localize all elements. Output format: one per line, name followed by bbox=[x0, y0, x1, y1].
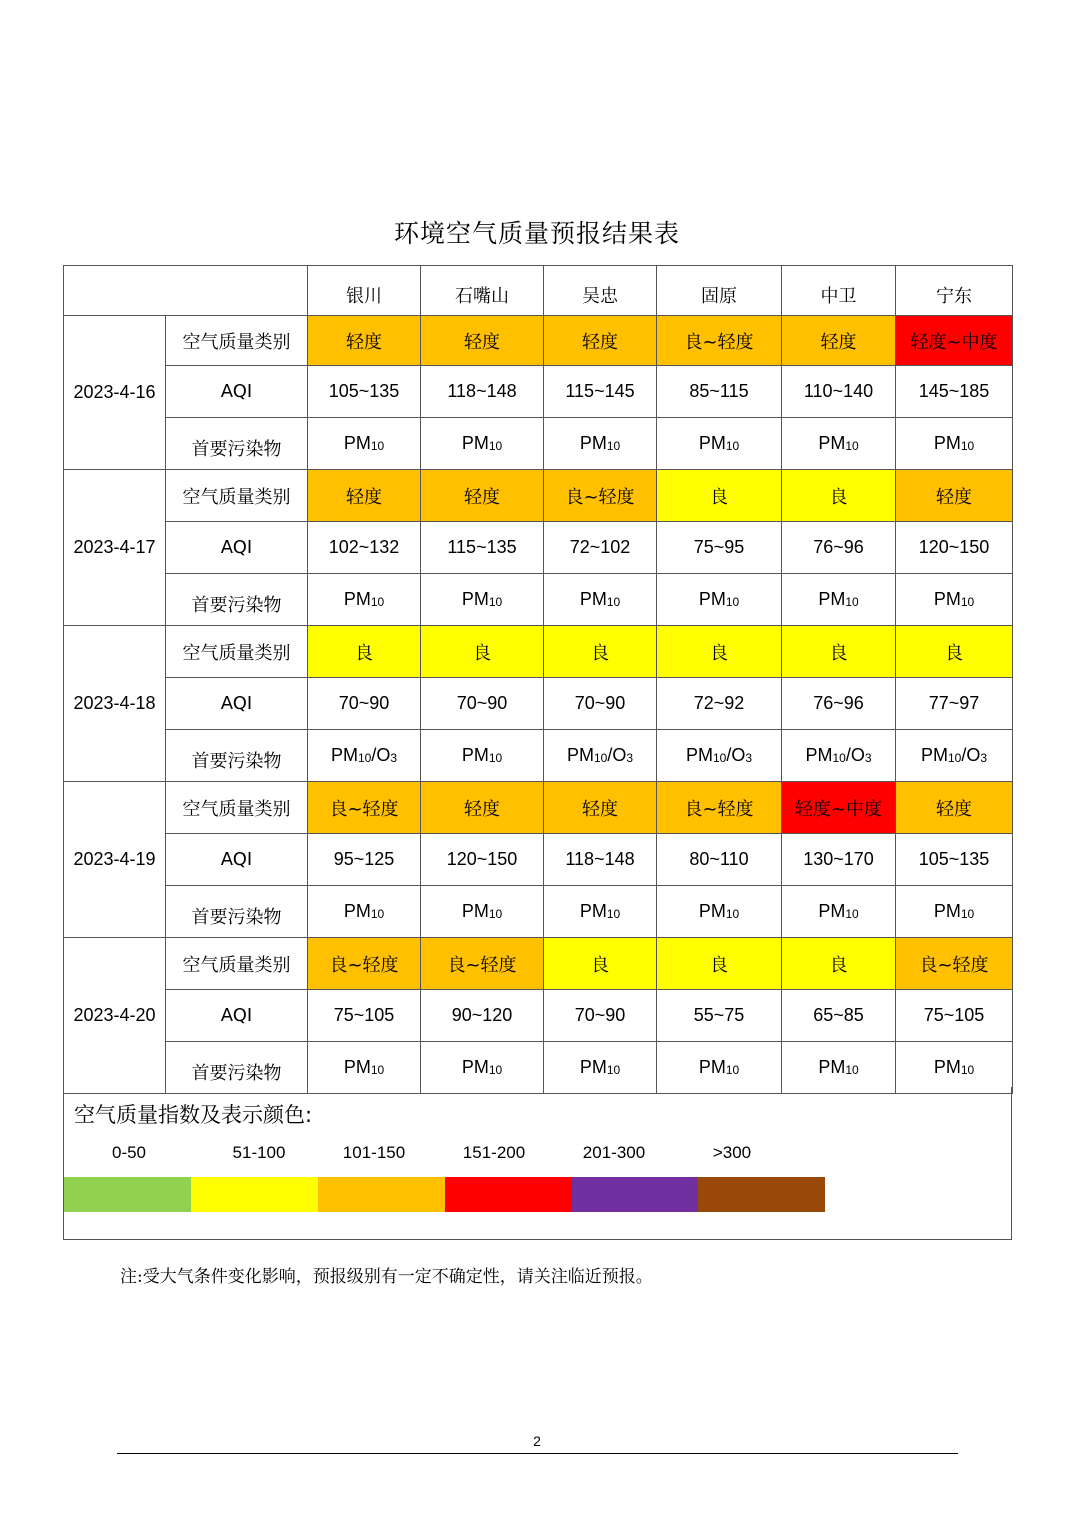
pollutant-cell: $PM_{10}/O_3$ bbox=[657, 730, 782, 782]
city-header: 吴忠 bbox=[544, 266, 657, 316]
aqi-cell: 120~150 bbox=[421, 834, 544, 886]
aqi-row bbox=[64, 834, 1013, 886]
category-row bbox=[64, 316, 1013, 366]
city-header: 宁东 bbox=[896, 266, 1013, 316]
city-header: 银川 bbox=[308, 266, 421, 316]
aqi-cell: 75~105 bbox=[896, 990, 1013, 1042]
aqi-cell: 70~90 bbox=[544, 678, 657, 730]
aqi-cell: 72~102 bbox=[544, 522, 657, 574]
category-cell: 轻度 bbox=[421, 470, 544, 522]
category-cell: 轻度 bbox=[308, 470, 421, 522]
aqi-cell: 105~135 bbox=[896, 834, 1013, 886]
legend-swatch-green bbox=[64, 1177, 191, 1212]
aqi-cell: 72~92 bbox=[657, 678, 782, 730]
category-cell: 良~轻度 bbox=[544, 470, 657, 522]
aqi-cell: 110~140 bbox=[782, 366, 896, 418]
aqi-cell: 75~95 bbox=[657, 522, 782, 574]
aqi-cell: 115~145 bbox=[544, 366, 657, 418]
pollutant-cell: $PM_{10}/O_3$ bbox=[308, 730, 421, 782]
aqi-cell: 102~132 bbox=[308, 522, 421, 574]
category-cell: 良 bbox=[544, 938, 657, 990]
pollutant-row bbox=[64, 574, 1013, 626]
category-row bbox=[64, 938, 1013, 990]
row-label-aqi: AQI bbox=[166, 522, 308, 574]
pollutant-cell: $PM_{10}$ bbox=[308, 574, 421, 626]
pollutant-cell: $PM_{10}$ bbox=[308, 1042, 421, 1094]
category-cell: 轻度 bbox=[782, 316, 896, 366]
category-row bbox=[64, 470, 1013, 522]
aqi-cell: 70~90 bbox=[421, 678, 544, 730]
aqi-cell: 115~135 bbox=[421, 522, 544, 574]
aqi-legend bbox=[63, 1087, 1012, 1240]
aqi-cell: 77~97 bbox=[896, 678, 1013, 730]
legend-swatch-orange bbox=[318, 1177, 445, 1212]
category-cell: 良~轻度 bbox=[308, 938, 421, 990]
category-cell: 轻度~中度 bbox=[896, 316, 1013, 366]
category-cell: 良~轻度 bbox=[308, 782, 421, 834]
row-label-category: 空气质量类别 bbox=[166, 470, 308, 522]
aqi-cell: 55~75 bbox=[657, 990, 782, 1042]
aqi-cell: 76~96 bbox=[782, 678, 896, 730]
category-cell: 良 bbox=[308, 626, 421, 678]
legend-swatch-red bbox=[445, 1177, 572, 1212]
aqi-row bbox=[64, 366, 1013, 418]
legend-range: 0-50 bbox=[111, 1143, 147, 1162]
row-label-aqi: AQI bbox=[166, 678, 308, 730]
city-header: 中卫 bbox=[782, 266, 896, 316]
pollutant-cell: $PM_{10}$ bbox=[421, 418, 544, 470]
pollutant-cell: $PM_{10}$ bbox=[657, 574, 782, 626]
legend-range: 101-150 bbox=[342, 1143, 406, 1162]
forecast-note: 注:受大气条件变化影响，预报级别有一定不确定性，请关注临近预报。 bbox=[120, 1267, 653, 1287]
aqi-cell: 76~96 bbox=[782, 522, 896, 574]
category-cell: 良~轻度 bbox=[657, 782, 782, 834]
category-cell: 轻度 bbox=[544, 782, 657, 834]
pollutant-cell: $PM_{10}$ bbox=[657, 886, 782, 938]
category-cell: 良 bbox=[896, 626, 1013, 678]
category-cell: 良 bbox=[657, 470, 782, 522]
date-cell: 2023-4-19 bbox=[64, 782, 166, 938]
category-cell: 轻度 bbox=[896, 470, 1013, 522]
pollutant-cell: $PM_{10}$ bbox=[657, 1042, 782, 1094]
pollutant-cell: $PM_{10}$ bbox=[896, 886, 1013, 938]
pollutant-cell: $PM_{10}$ bbox=[782, 418, 896, 470]
aqi-cell: 118~148 bbox=[421, 366, 544, 418]
category-cell: 良 bbox=[782, 626, 896, 678]
pollutant-cell: $PM_{10}$ bbox=[657, 418, 782, 470]
aqi-row bbox=[64, 990, 1013, 1042]
corner-cell bbox=[64, 266, 308, 316]
aqi-cell: 105~135 bbox=[308, 366, 421, 418]
row-label-category: 空气质量类别 bbox=[166, 626, 308, 678]
page-number: 2 bbox=[533, 1433, 541, 1449]
pollutant-cell: $PM_{10}$ bbox=[544, 1042, 657, 1094]
category-cell: 良 bbox=[782, 938, 896, 990]
pollutant-cell: $PM_{10}$ bbox=[896, 1042, 1013, 1094]
category-cell: 良 bbox=[657, 938, 782, 990]
category-cell: 良~轻度 bbox=[421, 938, 544, 990]
row-label-pollutant: 首要污染物 bbox=[166, 418, 308, 470]
pollutant-cell: $PM_{10}/O_3$ bbox=[544, 730, 657, 782]
legend-range: 151-200 bbox=[462, 1143, 526, 1162]
city-header: 固原 bbox=[657, 266, 782, 316]
forecast-table bbox=[63, 265, 1013, 1094]
pollutant-row bbox=[64, 418, 1013, 470]
pollutant-cell: $PM_{10}$ bbox=[896, 418, 1013, 470]
category-cell: 轻度~中度 bbox=[782, 782, 896, 834]
pollutant-cell: $PM_{10}$ bbox=[308, 886, 421, 938]
aqi-row bbox=[64, 678, 1013, 730]
pollutant-cell: $PM_{10}/O_3$ bbox=[896, 730, 1013, 782]
date-cell: 2023-4-20 bbox=[64, 938, 166, 1094]
date-cell: 2023-4-17 bbox=[64, 470, 166, 626]
pollutant-row bbox=[64, 1042, 1013, 1094]
aqi-cell: 145~185 bbox=[896, 366, 1013, 418]
pollutant-cell: $PM_{10}$ bbox=[308, 418, 421, 470]
legend-range: 201-300 bbox=[582, 1143, 646, 1162]
page-title: 环境空气质量预报结果表 bbox=[393, 219, 680, 248]
pollutant-cell: $PM_{10}$ bbox=[544, 886, 657, 938]
pollutant-cell: $PM_{10}$ bbox=[782, 886, 896, 938]
category-row bbox=[64, 626, 1013, 678]
pollutant-cell: $PM_{10}$ bbox=[421, 886, 544, 938]
aqi-cell: 120~150 bbox=[896, 522, 1013, 574]
row-label-pollutant: 首要污染物 bbox=[166, 886, 308, 938]
row-label-aqi: AQI bbox=[166, 990, 308, 1042]
pollutant-row bbox=[64, 730, 1013, 782]
row-label-category: 空气质量类别 bbox=[166, 782, 308, 834]
category-cell: 良 bbox=[782, 470, 896, 522]
aqi-cell: 70~90 bbox=[308, 678, 421, 730]
city-header: 石嘴山 bbox=[421, 266, 544, 316]
aqi-cell: 95~125 bbox=[308, 834, 421, 886]
pollutant-cell: $PM_{10}$ bbox=[421, 730, 544, 782]
aqi-cell: 85~115 bbox=[657, 366, 782, 418]
date-cell: 2023-4-18 bbox=[64, 626, 166, 782]
pollutant-cell: $PM_{10}/O_3$ bbox=[782, 730, 896, 782]
header-row bbox=[64, 266, 1013, 316]
aqi-cell: 90~120 bbox=[421, 990, 544, 1042]
legend-range: 51-100 bbox=[232, 1143, 286, 1162]
pollutant-cell: $PM_{10}$ bbox=[896, 574, 1013, 626]
category-row bbox=[64, 782, 1013, 834]
pollutant-cell: $PM_{10}$ bbox=[421, 1042, 544, 1094]
legend-swatch-yellow bbox=[191, 1177, 318, 1212]
pollutant-cell: $PM_{10}$ bbox=[782, 1042, 896, 1094]
pollutant-row bbox=[64, 886, 1013, 938]
category-cell: 轻度 bbox=[896, 782, 1013, 834]
aqi-cell: 130~170 bbox=[782, 834, 896, 886]
category-cell: 轻度 bbox=[544, 316, 657, 366]
row-label-category: 空气质量类别 bbox=[166, 938, 308, 990]
legend-swatch-brown bbox=[698, 1177, 825, 1212]
date-cell: 2023-4-16 bbox=[64, 316, 166, 470]
category-cell: 轻度 bbox=[421, 782, 544, 834]
pollutant-cell: $PM_{10}$ bbox=[421, 574, 544, 626]
row-label-pollutant: 首要污染物 bbox=[166, 574, 308, 626]
row-label-pollutant: 首要污染物 bbox=[166, 730, 308, 782]
aqi-cell: 65~85 bbox=[782, 990, 896, 1042]
row-label-aqi: AQI bbox=[166, 366, 308, 418]
aqi-cell: 75~105 bbox=[308, 990, 421, 1042]
category-cell: 良 bbox=[421, 626, 544, 678]
row-label-aqi: AQI bbox=[166, 834, 308, 886]
aqi-row bbox=[64, 522, 1013, 574]
category-cell: 良 bbox=[657, 626, 782, 678]
category-cell: 良~轻度 bbox=[896, 938, 1013, 990]
category-cell: 良 bbox=[544, 626, 657, 678]
legend-title: 空气质量指数及表示颜色: bbox=[74, 1103, 313, 1127]
footer-rule bbox=[117, 1453, 958, 1454]
row-label-category: 空气质量类别 bbox=[166, 316, 308, 366]
category-cell: 轻度 bbox=[308, 316, 421, 366]
pollutant-cell: $PM_{10}$ bbox=[544, 418, 657, 470]
legend-swatch-purple bbox=[572, 1177, 699, 1212]
row-label-pollutant: 首要污染物 bbox=[166, 1042, 308, 1094]
aqi-cell: 118~148 bbox=[544, 834, 657, 886]
category-cell: 轻度 bbox=[421, 316, 544, 366]
category-cell: 良~轻度 bbox=[657, 316, 782, 366]
pollutant-cell: $PM_{10}$ bbox=[544, 574, 657, 626]
pollutant-cell: $PM_{10}$ bbox=[782, 574, 896, 626]
legend-range: >300 bbox=[712, 1143, 752, 1162]
aqi-cell: 80~110 bbox=[657, 834, 782, 886]
aqi-cell: 70~90 bbox=[544, 990, 657, 1042]
